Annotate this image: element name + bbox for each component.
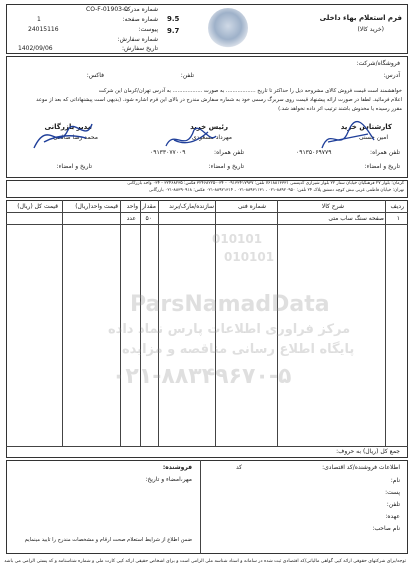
total-in-words-label: جمع کل (ریال) به حروف: (336, 448, 400, 455)
watermark-line-1: مرکز فراوری اطلاعات پارس نماد داده (108, 322, 351, 337)
sig2-sign-label: تاریخ و امضاء: (208, 163, 244, 170)
sig2-name: مهرداد مسعودی (191, 134, 232, 141)
row1-description: صفحه سنگ ساب متی (328, 215, 384, 222)
vendor-phone-label: تلفن: (180, 72, 194, 79)
form-subtitle: (خرید کالا) (357, 26, 384, 33)
vendor-company-label: فروشگاه/شرکت: (356, 60, 400, 67)
total-line (6, 446, 408, 447)
footer-note: توجه/برای شرکتهای حقوقی ارائه کپی گواهی مالیاتی/کد اقتصادی ثبت شده در سامانه و اسناد شناسه ملی الزامی است و برای اشخاص حقیقی ارائه کپی کارت ملی و شماره شناسنامه و کد پستی الزامی می باشد (4, 559, 406, 564)
seller-sign-label: مهر،امضاء و تاریخ: (145, 476, 192, 483)
seller-label: فروشنده: (162, 464, 192, 471)
signature-3 (28, 112, 98, 160)
page-number-label: شماره صفحه: (122, 16, 158, 23)
seller-confirmation-note: ضمن اطلاع از شرایط استعلام صحت ارقام و مشخصات مندرج را تایید مینمایم (24, 537, 192, 543)
company-logo (208, 8, 248, 48)
sig1-name: امین حسنی (358, 134, 388, 141)
col-header-total-price: قیمت کل (ریال) (17, 203, 58, 210)
sig1-phone-label: تلفن همراه: (370, 149, 400, 156)
vendor-info-title: اطلاعات فروشنده/کد اقتصادی: (322, 464, 400, 471)
vendor-field-responsibility: عهده: (385, 513, 400, 520)
vendor-address-label: آدرس: (383, 72, 400, 79)
col-header-description: شرح کالا (321, 203, 344, 210)
order-number-label: شماره سفارش: (117, 36, 158, 43)
sig1-phone: ۰۹۱۳۵۰۶۹۷۷۹ (296, 149, 332, 156)
col-header-brand: سازنده/مارک/برند (169, 203, 214, 210)
sig3-name: محمد رضا صالحی (53, 134, 98, 141)
watermark-line-2: پایگاه اطلاع رسانی مناقصه و مزایده (122, 342, 355, 357)
col-header-unit-price: قیمت واحد(ریال) (75, 203, 118, 210)
vendor-info-code-label: کد (235, 464, 242, 471)
col-header-part-number: شماره فنی (238, 203, 266, 210)
signature-1 (318, 118, 378, 158)
vendor-field-owner: نام صاحب: (372, 525, 400, 532)
intro-line-3: مقرر رسیده یا مخدوش باشند ترتیب اثر داده نخواهد شد.) (278, 106, 402, 112)
sig2-role: رئیس خرید (190, 123, 228, 131)
sig3-sign-label: تاریخ و امضاء: (56, 163, 92, 170)
address-kerman: کرمان: بلوار ۲۷ فرهنگیان خیابان ستار ۲۲ بلوار شیرازی کدپستی ۷۶۱۸۸۱۳۳۳۱ تلفن: ۰۹۱۳۳۴۱۷۹۳۷ - ۰۳۴-۳۲۴۶۸۲۲۵ فکس: ۳۲۴۶۸۲۳۵ - ۰۳۴ واحد بازرگانی (127, 181, 404, 186)
intro-line-1: خواهشمند است قیمت فروش کالای مشروحه ذیل را حداکثر تا تاریخ .................. به صورت .................. به آدرس تهران/کرمان این شرکت (98, 88, 402, 94)
watermark-digits-1: 010101 (212, 232, 263, 246)
attachment-value: 24015116 (28, 26, 59, 33)
sig3-role: مدیر بازرگانی (44, 123, 92, 131)
sig2-phone-label: تلفن همراه: (214, 149, 244, 156)
sig1-role: کارشناس خرید (340, 123, 392, 131)
row1-unit: عدد (126, 215, 136, 222)
vendor-fax-label: فاکس: (86, 72, 104, 79)
doc-number-label: شماره مدرک: (123, 6, 158, 13)
watermark-digits-2: 010101 (224, 250, 275, 264)
row1-index: ۱ (396, 215, 400, 222)
order-date-value: 1402/09/06 (18, 45, 53, 52)
form-title: فرم استعلام بهاء داخلی (319, 14, 402, 22)
col-divider-1 (385, 200, 386, 446)
vendor-info-divider (200, 460, 201, 554)
watermark-phone: ۰۲۱-۸۸۳۴۹۶۷۰-۵ (112, 364, 292, 389)
address-tehran: تهران: خیابان فاطمی غربی نبش کوچه دمشق پلاک ۲۴ تلفن: ۸۸۹۲۰۹۵۰-۰۲۱ ، ۸۸۹۳۱۱۳۱-۰۲۱ ، ۸۸۹۲۱۳۱۴-۰۲۱ فکس: ۸۸۳۹۰۹۱۸-۰۲۱ بازرگانی (148, 188, 404, 193)
badge-bottom: 9.7 (167, 27, 180, 35)
badge-top: 9.5 (167, 15, 180, 23)
order-date-label: تاریخ سفارش: (122, 45, 158, 52)
row1-qty: ۵۰ (145, 215, 152, 222)
signature-2 (160, 118, 220, 158)
watermark-brand: ParsNamadData (130, 292, 330, 317)
table-header-line (6, 212, 408, 213)
sig1-sign-label: تاریخ و امضاء: (364, 163, 400, 170)
intro-line-2: اعلام فرمائید. لطفا در صورت ارائه پیشنهاد قیمت روی سربرگ رسمی خود به شماره سفارش مندرج در بالای این فرم اشاره شود. (بدیهی است پیشنهاداتی که بعد از موعد (36, 97, 402, 103)
sig2-phone: ۰۹۱۳۳۰۷۷۰۰۹ (150, 149, 186, 156)
doc-number-value: CO-F-01903-0 (86, 6, 128, 13)
table-row-line (6, 224, 408, 225)
page-number-value: 1 (37, 16, 41, 23)
col-header-index: ردیف (390, 203, 404, 210)
col-header-qty: مقدار (142, 203, 156, 210)
attachment-label: پیوست: (138, 26, 158, 33)
vendor-field-post: پست: (385, 489, 400, 496)
vendor-field-phone: تلفن: (386, 501, 400, 508)
header-box (6, 4, 408, 54)
col-header-unit: واحد (126, 203, 138, 210)
col-divider-7 (62, 200, 63, 446)
vendor-field-name: نام: (390, 477, 400, 484)
